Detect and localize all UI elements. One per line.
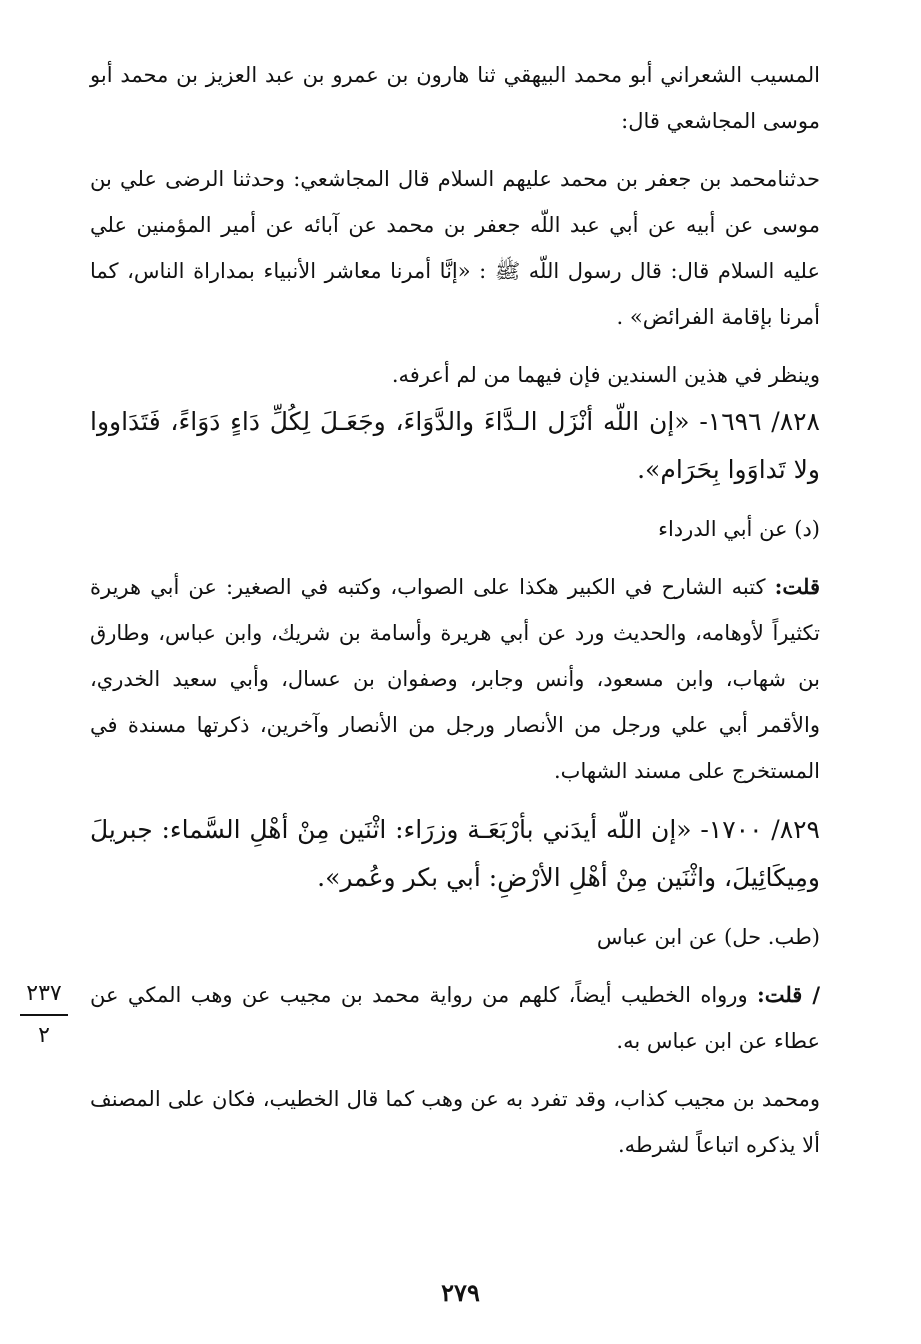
source-1700: (طب. حل) عن ابن عباس [596,925,820,949]
commentary-1696 [90,564,820,794]
page-body [90,52,820,1292]
paragraph-isnad-1: المسيب الشعراني أبو محمد البيهقي ثنا هارون بن عمرو بن عبد العزيز بن محمد أبو موسى المجاشعي قال: [90,63,820,133]
hadith-1700: ٨٢٩/ ١٧٠٠- «إن اللّه أيدَني بأرْبَعَـة وزرَاء: اثْنَين مِنْ أهْلِ السَّماء: جبريلَ ومِيكَائِيلَ، واثْنَين مِنْ أهْلِ الأرْضِ: أبي بكر وعُمر». [90,815,820,892]
paragraph-isnad-2: حدثنامحمد بن جعفر بن محمد عليهم السلام قال المجاشعي: وحدثنا الرضى علي بن موسى عن أبيه عن أبي عبد اللّه جعفر بن محمد عن آبائه عن أمير المؤمنين علي عليه السلام قال: قال رسول اللّه ﷺ : «إنَّا أمرنا معاشر الأنبياء بمداراة الناس، كما أمرنا بإقامة الفرائض» . [90,167,820,329]
source-1696: (د) عن أبي الدرداء [658,517,820,541]
margin-part: ٢ [38,1023,50,1048]
commentary-text: كتبه الشارح في الكبير هكذا على الصواب، وكتبه في الصغير: عن أبي هريرة تكثيراً لأوهامه، والحديث ورد عن أبي هريرة وأسامة بن شريك، وابن عباس، وطارق بن شهاب، وابن مسعود، وأنس وجابر، وصفوان بن عسال، وأبي سعيد الخدري، والأقمر أبي علي ورجل من الأنصار ورجل من الأنصار وآخرين، ذكرتها مسندة في المستخرج على مسند الشهاب. [90,575,820,783]
margin-volume: ٢٣٧ [26,981,62,1006]
paragraph-note: وينظر في هذين السندين فإن فيهما من لم أعرفه. [391,363,820,387]
paragraph-final: ومحمد بن مجيب كذاب، وقد تفرد به عن وهب كما قال الخطيب، فكان على المصنف ألا يذكره اتباعاً لشرطه. [90,1087,820,1157]
commentary-1700 [90,972,820,1064]
page-number: ٢٧٩ [441,1278,480,1307]
commentary-text: ورواه الخطيب أيضاً، كلهم من رواية محمد بن مجيب عن وهب المكي عن عطاء عن ابن عباس به. [90,983,820,1053]
qult-label: قلت: [774,574,820,599]
margin-reference [16,980,72,1050]
margin-divider [20,1014,68,1016]
hadith-1696: ٨٢٨/ ١٦٩٦- «إن اللّه أنْزَل الـدَّاءَ والدَّوَاءَ، وجَعَـلَ لِكُلِّ دَاءٍ دَوَاءً، فَتَدَاووا ولا تَداوَوا بِحَرَام». [90,407,820,484]
qult-label: / قلت: [756,982,820,1007]
